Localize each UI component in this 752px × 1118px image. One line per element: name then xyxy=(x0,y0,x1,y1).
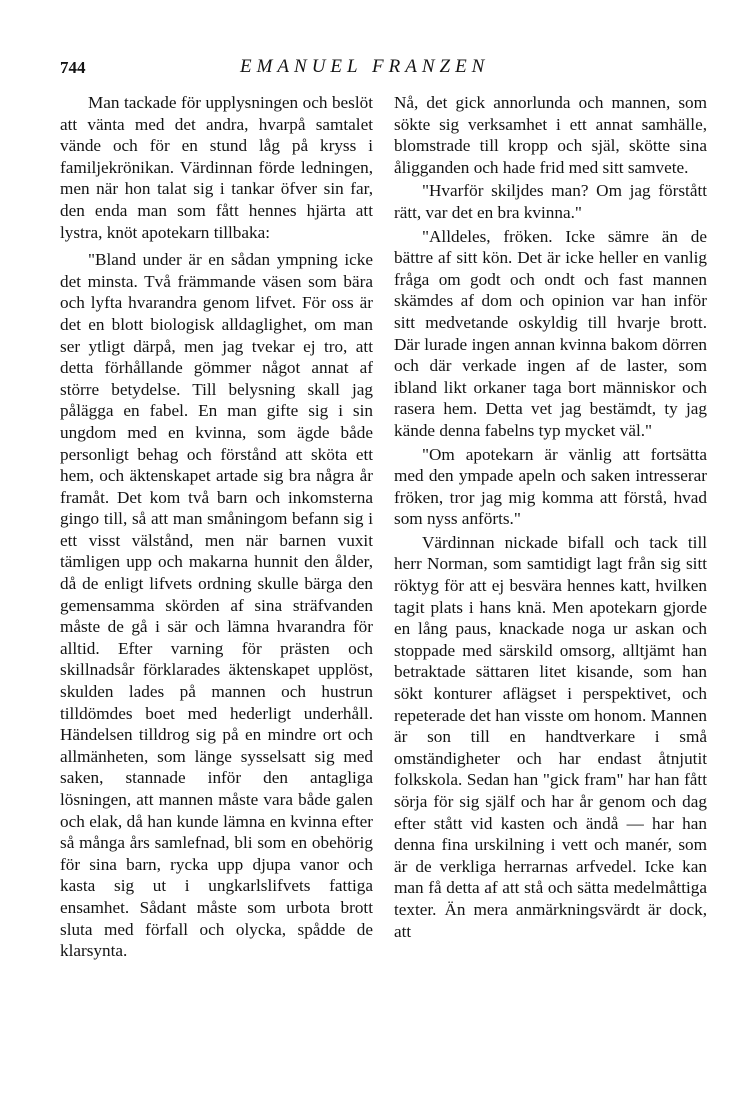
running-title: EMANUEL FRANZEN xyxy=(240,56,490,77)
paragraph: Värdinnan nickade bifall och tack till herr Norman, som samtidigt lagt från sig sitt röktyg för att ej besvära hennes katt, hvilken tagit plats i hans knä. Men apotekarn gjorde en lång paus, knackade noga ur askan och stoppade med särskild omsorg, alltjämt han betraktade sättaren litet kisande, som han sökt konturer aflägset i perspektivet, och repeterade det han visste om honom. Mannen är son till en handtverkare i små omständigheter och har endast åtnjutit folkskola. Sedan han "gick fram" har han fått sörja för sig själf och har år genom och dag efter stått vid kasten och ändå — har han denna fina urskilning i vett och manér, som är de verkliga herrarnas arfvedel. Icke kan man få detta af att stå och sätta medelmåttiga texter. Än mera anmärkningsvärdt är dock, att xyxy=(394,532,707,941)
page-number: 744 xyxy=(60,58,86,77)
right-column xyxy=(394,92,707,942)
left-column xyxy=(60,92,373,962)
paragraph: "Hvarför skiljdes man? Om jag förstått rätt, var det en bra kvinna." xyxy=(394,181,707,222)
paragraph: "Bland under är en sådan ympning icke det minsta. Två främmande väsen som bära och lyfta hvarandra genom lifvet. För oss är det en blott biologisk alldaglighet, om man ser ytligt därpå, men jag tvekar ej tro, att detta förhållande gömmer något annat af större betydelse. Till belysning skall jag pålägga en fabel. En man gifte sig i sin ungdom med en kvinna, som ägde både personligt behag och förstånd att sköta ett hem, och äktenskapet artade sig bra några år framåt. Det kom två barn och inkomsterna gingo till, så att man småningom befann sig i ett visst välstånd, men när barnen vuxit tämligen upp och makarna hunnit den ålder, då de enligt lifvets ordning skulle bärga den gemensamma skörden af sina sträfvanden måste de gå i sär och lämna hvarandra för alltid. Efter varning för prästen och skillnadsår förklarades äktenskapet upplöst, skulden lades på mannen och hustrun tilldömdes boet med hederligt underhåll. Händelsen tilldrog sig på en mindre ort och allmänheten, som länge sysselsatt sig med saken, stannade inför den antagliga lösningen, att mannen måste vara både galen och elak, då han kunde lämna en kvinna efter så många års samlefnad, bli som en obehörig för sina barn, rycka upp djupa vanor och kasta sig ut i ungkarlslifvets fattiga ensamhet. Sådant måste som urbota brott sluta med förfall och olycka, spådde de klarsynta. xyxy=(60,250,373,961)
paragraph: Man tackade för upplysningen och beslöt att vänta med det andra, hvarpå samtalet vände och för en stund låg på kryss i familjekrönikan. Värdinnan förde ledningen, men när hon talat sig i tankar öfver sin far, den enda man som fått hennes hjärta att lystra, knöt apotekarn tillbaka: xyxy=(60,93,373,242)
paragraph: Nå, det gick annorlunda och mannen, som sökte sig verksamhet i ett annat samhälle, blomstrade till kropp och själ, skötte sina åligganden och hade frid med sitt samvete. xyxy=(394,93,707,177)
paragraph: "Alldeles, fröken. Icke sämre än de bättre af sitt kön. Det är icke heller en vanlig fråga om godt och ondt och fast mannen skämdes af dom och opinion var han inför sitt medvetande oskyldig till hvarje brott. Där lurade ingen annan kvinna bakom dörren och där verkade ingen af de laster, som ibland likt orkaner taga bort människor och rasera hem. Detta vet jag bestämdt, ty jag kände denna fabelns typ mycket väl." xyxy=(394,226,707,440)
paragraph: "Om apotekarn är vänlig att fortsätta med den ympade apeln och saken intresserar fröken, tror jag mig komma att förstå, hvad som nyss anförts." xyxy=(394,444,707,529)
